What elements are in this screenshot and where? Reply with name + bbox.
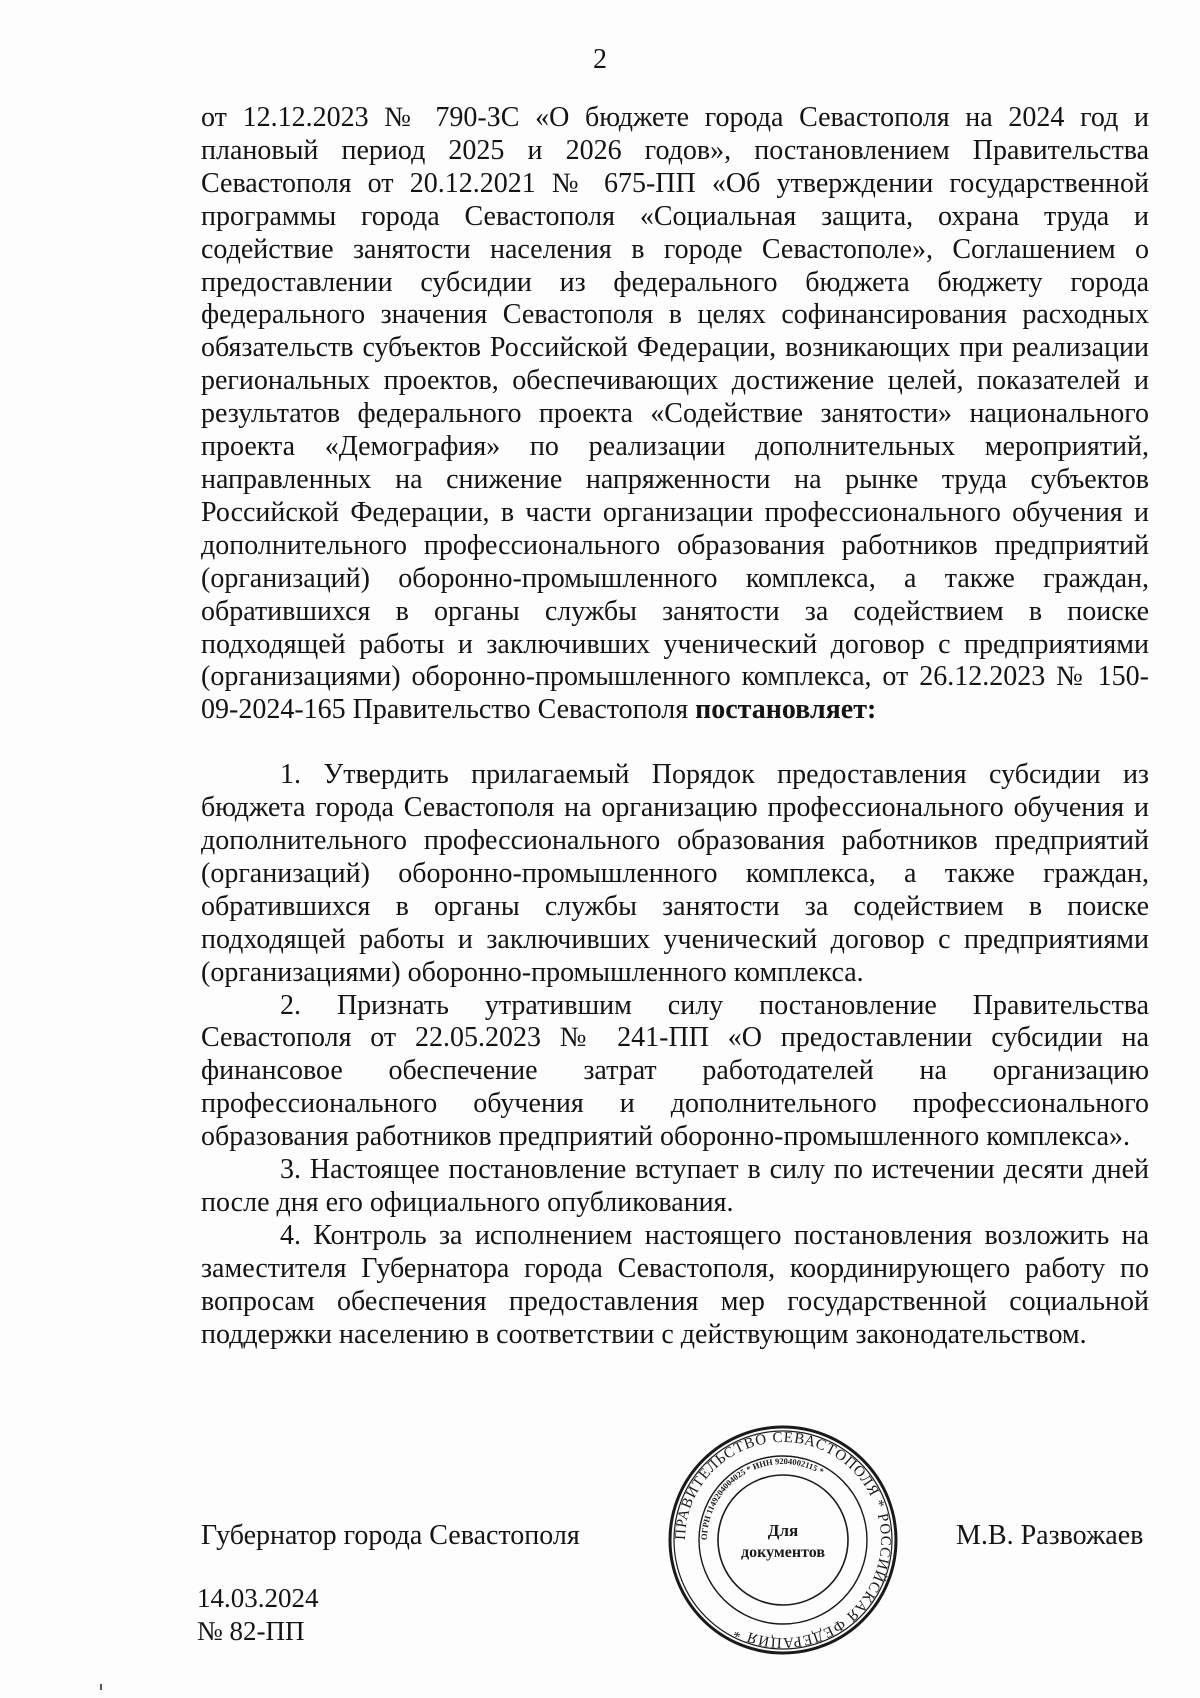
official-seal [668, 1425, 898, 1655]
document-date: 14.03.2024 [197, 1583, 319, 1613]
signatory-name: М.В. Развожаев [956, 1520, 1144, 1551]
document-number: № 82-ПП [197, 1616, 305, 1646]
intro-text: от 12.12.2023 № 790-ЗС «О бюджете города Севастополя на 2024 год и плановый период 2025 и 2026 годов», постановлением Правительства Севастополя от 20.12.2021 № 675-ПП «Об утверждении государственной программы города Севастополя «Социальная защита, охрана труда и содействие занятости населения в городе Севастополе», Соглашением о предоставлении субсидии из федерального бюджета бюджету города федерального значения Севастополя в целях софинансирования расходных обязательств субъектов Российской Федерации, возникающих при реализации региональных проектов, обеспечивающих достижение целей, показателей и результатов федерального проекта «Содействие занятости» национального проекта «Демография» по реализации дополнительных мероприятий, направленных на снижение напряженности на рынке труда субъектов Российской Федерации, в части организации профессионального обучения и дополнительного профессионального образования работников предприятий (организаций) оборонно-промышленного комплекса, а также граждан, обратившихся в органы службы занятости за содействием в поиске подходящей работы и заключивших ученический договор с предприятиями (организациями) оборонно-промышленного комплекса, от 26.12.2023 № 150-09-2024-165 Правительство Севастополя [201, 102, 1149, 726]
signatory-title: Губернатор города Севастополя [201, 1520, 580, 1551]
decree-item-3: 3. Настоящее постановление вступает в силу по истечении десяти дней после дня его официального опубликования. [201, 1154, 1149, 1218]
seal-center-line1: Для [767, 1521, 799, 1540]
intro-paragraph [201, 102, 1149, 727]
document-body [201, 102, 1149, 1352]
page-number: 2 [593, 44, 607, 75]
seal-inner-text: ОГРН 1149204004025 * ИНН 9204002115 * [698, 1455, 826, 1541]
document-meta [197, 1582, 319, 1648]
intro-bold-tail: постановляет: [695, 694, 877, 726]
scan-edge-mark [100, 1684, 102, 1690]
decree-item-1: 1. Утвердить прилагаемый Порядок предоставления субсидии из бюджета города Севастополя на организацию профессионального обучения и дополнительного профессионального образования работников предприятий (организаций) оборонно-промышленного комплекса, а также граждан, обратившихся в органы службы занятости за содействием в поиске подходящей работы и заключивших ученический договор с предприятиями (организациями) оборонно-промышленного комплекса. [201, 759, 1149, 988]
decree-item-4: 4. Контроль за исполнением настоящего постановления возложить на заместителя Губернатора города Севастополя, координирующего работу по вопросам обеспечения предоставления мер государственной социальной поддержки населению в соответствии с действующим законодательством. [201, 1219, 1149, 1350]
decree-item-2: 2. Признать утратившим силу постановление Правительства Севастополя от 22.05.2023 № 241-ПП «О предоставлении субсидии на финансовое обеспечение затрат работодателей на организацию профессионального обучения и дополнительного профессионального образования работников предприятий оборонно-промышленного комплекса». [201, 989, 1149, 1153]
seal-center-line2: документов [741, 1544, 825, 1561]
seal-outer-text: ПРАВИТЕЛЬСТВО СЕВАСТОПОЛЯ * РОССИЙСКАЯ ФЕДЕРАЦИЯ * [672, 1429, 894, 1651]
